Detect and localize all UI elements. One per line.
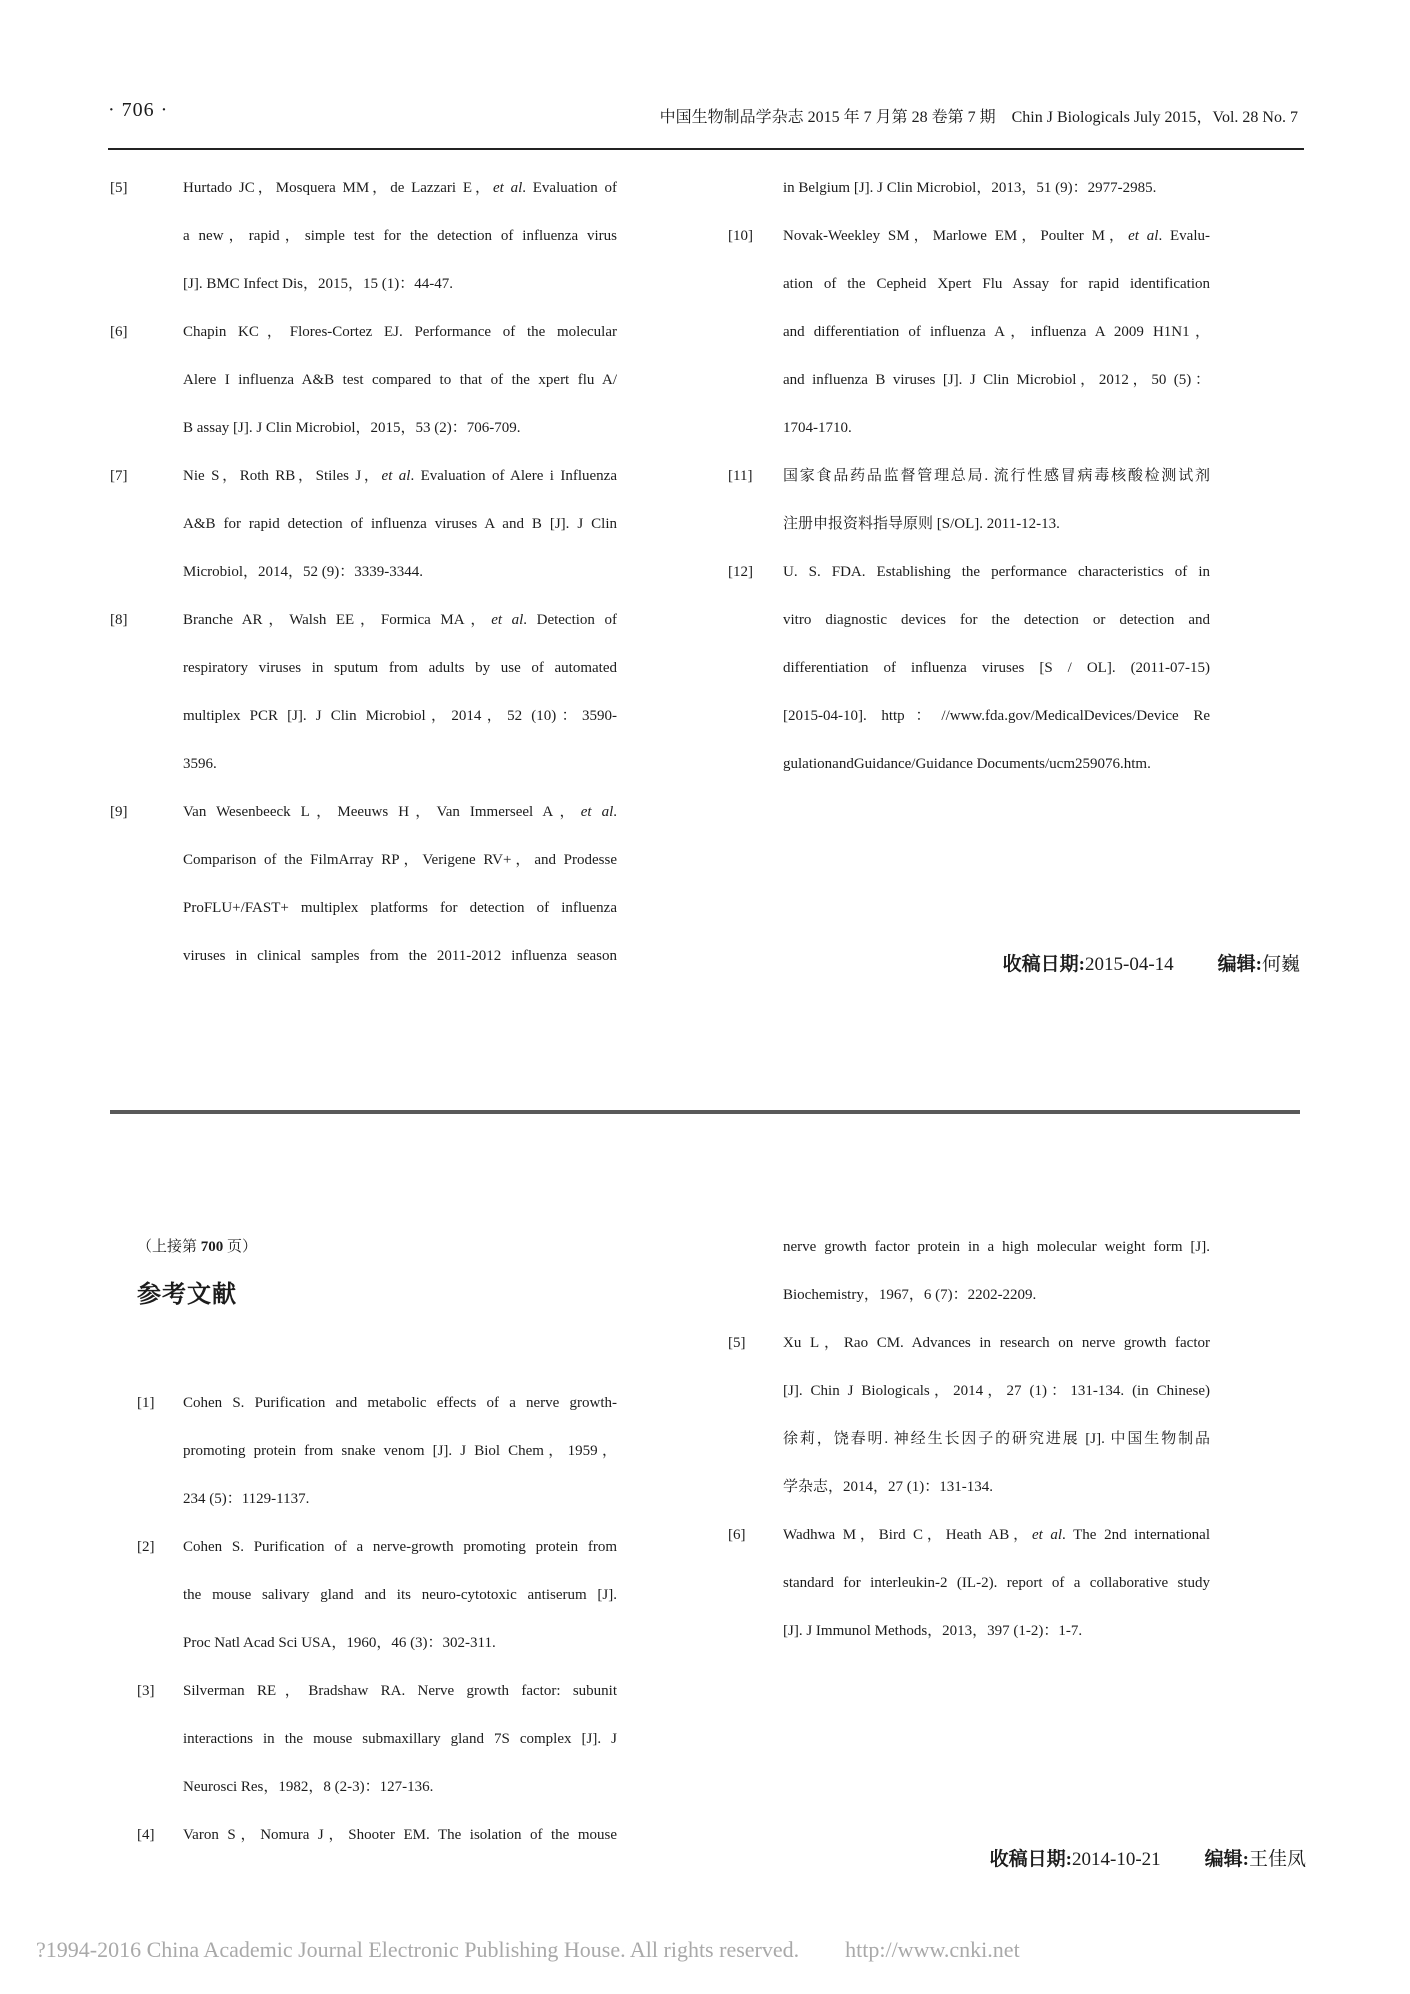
text-segment: Cohen S. Purification and metabolic effects of a nerve growth- [183, 1395, 617, 1411]
text-segment: 徐莉，饶春明. 神经生长因子的研究进展 [J]. 中国生物制品 [783, 1431, 1210, 1447]
reference-number: [12] [728, 564, 753, 580]
reference-line [183, 1715, 617, 1763]
text-segment: 1704-1710. [783, 420, 852, 436]
reference-number: [4] [137, 1827, 155, 1843]
reference-number: [6] [728, 1527, 746, 1543]
reference-line [183, 164, 617, 212]
text-segment: Nie S，Roth RB，Stiles J， [183, 468, 382, 484]
reference-line [183, 836, 617, 884]
reference-line [783, 1463, 1210, 1511]
text-segment: et al [381, 468, 411, 484]
text-segment: et al [1128, 228, 1159, 244]
text-segment: . Evaluation of [522, 180, 617, 196]
reference-number: [6] [110, 324, 128, 340]
text-segment: ProFLU+/FAST+ multiplex platforms for detection of influenza [183, 900, 617, 916]
reference-line [183, 308, 617, 356]
references-top-left-column [110, 164, 617, 980]
reference-line [183, 452, 617, 500]
reference-line [183, 596, 617, 644]
editor-label: 编辑: [1204, 1849, 1249, 1870]
reference-line [183, 1427, 617, 1475]
references-top-right-column [728, 164, 1210, 788]
reference-line [783, 548, 1210, 596]
reference-line [183, 1475, 617, 1523]
text-segment: [J]. Chin J Biologicals，2014，27 (1)：131-134. (in Chinese) [783, 1383, 1210, 1399]
text-segment: Hurtado JC，Mosquera MM，de Lazzari E， [183, 180, 493, 196]
reference-number: [5] [110, 180, 128, 196]
text-segment: 234 (5)：1129-1137. [183, 1491, 310, 1507]
reference-line [183, 1379, 617, 1427]
text-segment: Van Wesenbeeck L，Meeuws H，Van Immerseel A， [183, 804, 581, 820]
text-segment: Proc Natl Acad Sci USA，1960，46 (3)：302-311. [183, 1635, 496, 1651]
reference-line [783, 1559, 1210, 1607]
reference-line [783, 164, 1210, 212]
reference-number: [10] [728, 228, 753, 244]
reference-line [783, 1223, 1210, 1271]
spacer [1161, 1836, 1205, 1884]
reference-line [783, 404, 1210, 452]
text-segment: et al [491, 612, 524, 628]
reference-line [783, 740, 1210, 788]
editor-name: 王佳凤 [1248, 1849, 1306, 1870]
text-segment: 学杂志，2014，27 (1)：131-134. [783, 1479, 993, 1495]
reference-number: [1] [137, 1395, 155, 1411]
reference-line [783, 212, 1210, 260]
reference-number: [7] [110, 468, 128, 484]
reference-line [183, 260, 617, 308]
spacer [1174, 941, 1218, 989]
reference-line [783, 452, 1210, 500]
bottom-left-column [137, 1223, 617, 1859]
reference-line [783, 260, 1210, 308]
text-segment: Comparison of the FilmArray RP，Verigene RV+，and Prodesse [183, 852, 617, 868]
text-segment: ation of the Cepheid Xpert Flu Assay for rapid identification [783, 276, 1210, 292]
reference-line [183, 1811, 617, 1859]
reference-number: [2] [137, 1539, 155, 1555]
received-date-label: 收稿日期: [989, 1849, 1072, 1870]
text-segment: and influenza B viruses [J]. J Clin Microbiol，2012，50 (5)： [783, 372, 1210, 388]
text-segment: . Evaluation of Alere i Influenza [410, 468, 617, 484]
text-segment: Silverman RE，Bradshaw RA. Nerve growth factor: subunit [183, 1683, 617, 1699]
reference-line [183, 1619, 617, 1667]
reference-item [110, 788, 617, 980]
reference-number: [9] [110, 804, 128, 820]
text-segment: A&B for rapid detection of influenza viruses A and B [J]. J Clin [183, 516, 617, 532]
reference-line [183, 788, 617, 836]
text-segment: Novak-Weekley SM，Marlowe EM，Poulter M， [783, 228, 1129, 244]
text-segment: . Evalu- [1158, 228, 1210, 244]
text-segment: Biochemistry，1967，6 (7)：2202-2209. [783, 1287, 1037, 1303]
text-segment: respiratory viruses in sputum from adults by use of automated [183, 660, 617, 676]
reference-line [783, 692, 1210, 740]
continued-from-note [137, 1223, 617, 1271]
reference-line [183, 548, 617, 596]
reference-item [728, 1511, 1210, 1655]
reference-line [183, 692, 617, 740]
text-segment: Cohen S. Purification of a nerve-growth promoting protein from [183, 1539, 617, 1555]
text-segment: Chapin KC，Flores-Cortez EJ. Performance of the molecular [183, 324, 617, 340]
text-segment: standard for interleukin-2 (IL-2). report of a collaborative study [783, 1575, 1210, 1591]
text-segment: viruses in clinical samples from the 2011-2012 influenza season [183, 948, 617, 964]
text-segment: Wadhwa M，Bird C，Heath AB， [783, 1527, 1032, 1543]
text-segment: Neurosci Res，1982，8 (2-3)：127-136. [183, 1779, 434, 1795]
text-segment: and differentiation of influenza A，influenza A 2009 H1N1， [783, 324, 1210, 340]
text-segment: multiplex PCR [J]. J Clin Microbiol，2014，52 (10)：3590- [183, 708, 617, 724]
text-segment: 国家食品药品监督管理总局. 流行性感冒病毒核酸检测试剂 [783, 468, 1210, 484]
reference-line [183, 500, 617, 548]
references-bottom-left-column [137, 1379, 617, 1859]
text-segment: 注册申报资料指导原则 [S/OL]. 2011-12-13. [783, 516, 1060, 532]
received-date-value: 2015-04-14 [1085, 954, 1174, 975]
page-number: · 706 · [108, 99, 169, 121]
text-segment: the mouse salivary gland and its neuro-cytotoxic antiserum [J]. [183, 1587, 617, 1603]
text-segment: [2015-04-10]. http：//www.fda.gov/MedicalDevices/Device Re [783, 708, 1210, 724]
reference-line [183, 212, 617, 260]
reference-line [783, 1319, 1210, 1367]
reference-line [783, 1607, 1210, 1655]
text-segment: （上接第 [137, 1239, 201, 1255]
reference-item [728, 548, 1210, 788]
reference-line [783, 644, 1210, 692]
reference-line [183, 1763, 617, 1811]
references-bottom-right-column [728, 1223, 1210, 1655]
text-segment: vitro diagnostic devices for the detection or detection and [783, 612, 1210, 628]
reference-line [183, 1523, 617, 1571]
reference-item [110, 164, 617, 308]
text-segment: 700 [200, 1239, 224, 1255]
journal-title-line: 中国生物制品学杂志 2015 年 7 月第 28 卷第 7 期 Chin J Biologicals July 2015，Vol. 28 No. 7 [659, 109, 1298, 126]
text-segment: et al [580, 804, 614, 820]
editor-name: 何巍 [1261, 954, 1300, 975]
reference-line [183, 404, 617, 452]
text-segment: et al [493, 180, 523, 196]
reference-item [728, 212, 1210, 452]
references-heading: 参考文献 [137, 1282, 237, 1308]
text-segment: promoting protein from snake venom [J]. J Biol Chem，1959， [183, 1443, 617, 1459]
reference-line [183, 932, 617, 980]
reference-item [110, 452, 617, 596]
reference-number: [8] [110, 612, 128, 628]
text-segment: in Belgium [J]. J Clin Microbiol，2013，51 (9)：2977-2985. [783, 180, 1157, 196]
text-segment: . Detection of [523, 612, 617, 628]
section-divider-rule [110, 1110, 1300, 1114]
text-segment: Alere I influenza A&B test compared to that of the xpert flu A/ [183, 372, 617, 388]
text-segment: et al [1031, 1527, 1063, 1543]
received-date-label: 收稿日期: [1002, 954, 1085, 975]
text-segment: 页） [223, 1239, 258, 1255]
text-segment: [J]. J Immunol Methods，2013，397 (1-2)：1-7. [783, 1623, 1083, 1639]
text-segment: Varon S，Nomura J，Shooter EM. The isolation of the mouse [183, 1827, 617, 1843]
reference-line [183, 740, 617, 788]
reference-item [728, 452, 1210, 548]
reference-item [137, 1811, 617, 1859]
reference-line [783, 1271, 1210, 1319]
text-segment: a new，rapid，simple test for the detection of influenza virus [183, 228, 617, 244]
reference-item [137, 1667, 617, 1811]
editor-label: 编辑: [1217, 954, 1262, 975]
reference-item [110, 308, 617, 452]
text-segment: interactions in the mouse submaxillary gland 7S complex [J]. J [183, 1731, 617, 1747]
received-date-value: 2014-10-21 [1072, 1849, 1161, 1870]
reference-line [783, 308, 1210, 356]
reference-number: [5] [728, 1335, 746, 1351]
text-segment: gulationandGuidance/Guidance Documents/ucm259076.htm. [783, 756, 1151, 772]
text-segment: nerve growth factor protein in a high molecular weight form [J]. [783, 1239, 1210, 1255]
reference-item [728, 1223, 1210, 1319]
reference-item [137, 1379, 617, 1523]
reference-line [183, 1667, 617, 1715]
cnki-url: http://www.cnki.net [845, 1937, 1020, 1962]
reference-line [183, 1571, 617, 1619]
spacer [799, 1930, 845, 1970]
text-segment: U. S. FDA. Establishing the performance characteristics of in [783, 564, 1210, 580]
text-segment: . The 2nd international [1062, 1527, 1210, 1543]
text-segment: differentiation of influenza viruses [S / OL]. (2011-07-15) [783, 660, 1210, 676]
reference-line [183, 884, 617, 932]
reference-item [110, 596, 617, 788]
copyright-text: ?1994-2016 China Academic Journal Electronic Publishing House. All rights reserved. [36, 1937, 800, 1962]
reference-line [783, 596, 1210, 644]
reference-item [728, 164, 1210, 212]
reference-line [783, 1415, 1210, 1463]
reference-line [783, 356, 1210, 404]
reference-line [183, 356, 617, 404]
header-rule [108, 148, 1304, 150]
text-segment: [J]. BMC Infect Dis，2015，15 (1)：44-47. [183, 276, 453, 292]
text-segment: 3596. [183, 756, 217, 772]
reference-number: [11] [728, 468, 753, 484]
reference-line [783, 1511, 1210, 1559]
reference-item [728, 1319, 1210, 1511]
received-date-line-bottom [990, 1836, 1306, 1884]
reference-item [137, 1523, 617, 1667]
text-segment: Branche AR，Walsh EE，Formica MA， [183, 612, 492, 628]
text-segment: B assay [J]. J Clin Microbiol，2015，53 (2)：706-709. [183, 420, 521, 436]
text-segment: . [613, 804, 617, 820]
text-segment: Microbiol，2014，52 (9)：3339-3344. [183, 564, 423, 580]
cnki-watermark [36, 1930, 1020, 1970]
reference-line [183, 644, 617, 692]
reference-number: [3] [137, 1683, 155, 1699]
received-date-line-top [1003, 941, 1300, 989]
text-segment: Xu L，Rao CM. Advances in research on nerve growth factor [783, 1335, 1210, 1351]
reference-line [783, 1367, 1210, 1415]
reference-line [783, 500, 1210, 548]
